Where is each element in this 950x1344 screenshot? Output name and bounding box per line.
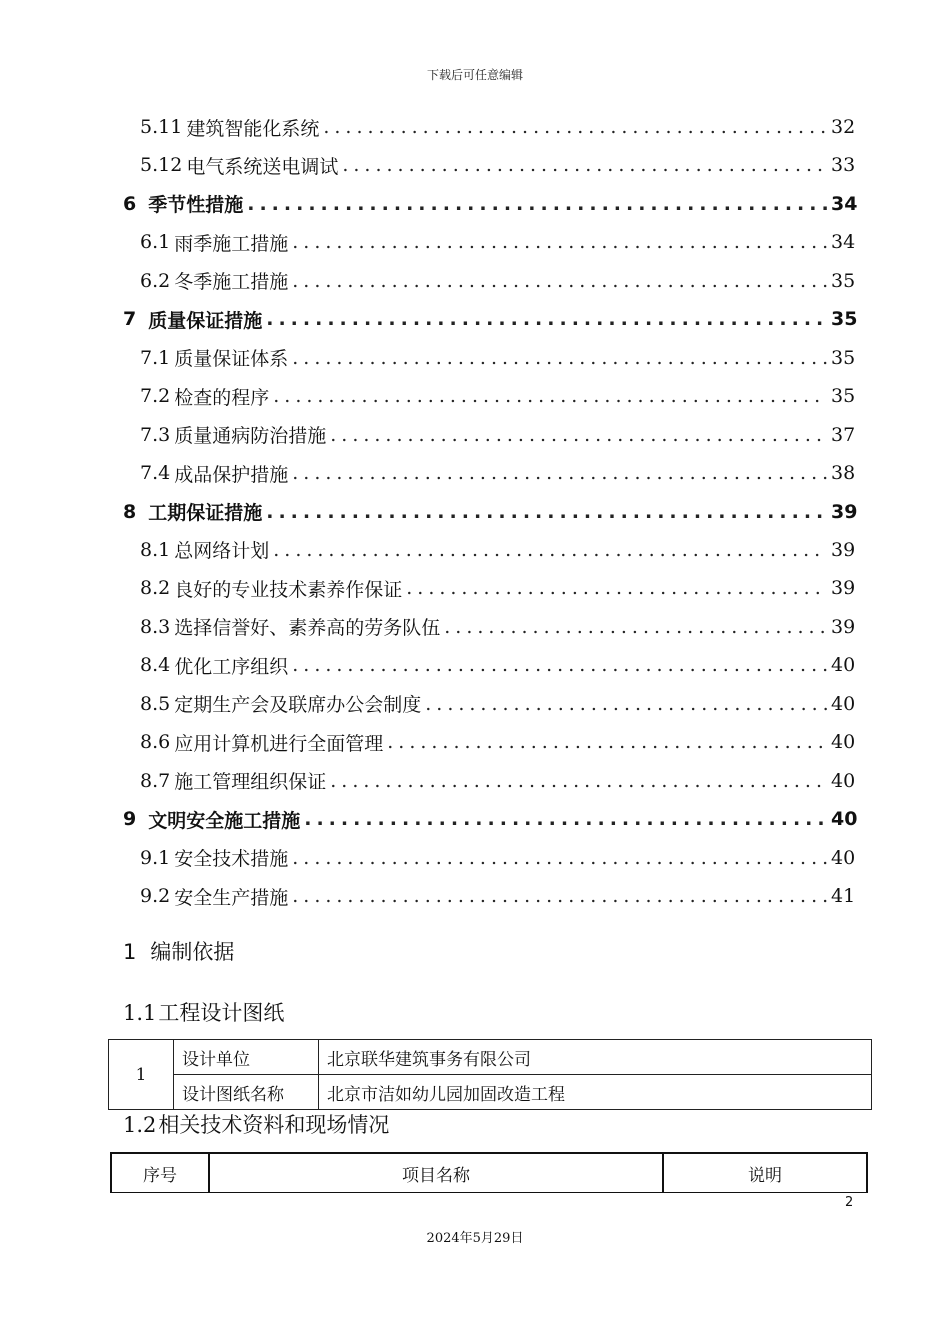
toc-entry-number: 8.1 bbox=[140, 538, 171, 561]
toc-entry-chapter[interactable] bbox=[123, 185, 858, 223]
row-index: 1 bbox=[109, 1040, 174, 1110]
toc-entry-section[interactable] bbox=[140, 531, 855, 569]
design-drawings-table bbox=[108, 1039, 872, 1110]
cell-value: 北京联华建筑事务有限公司 bbox=[319, 1040, 872, 1075]
toc-leader-dots bbox=[292, 347, 827, 369]
toc-entry-section[interactable] bbox=[140, 685, 855, 723]
toc-entry-number: 8.6 bbox=[140, 731, 171, 754]
cell-label: 设计图纸名称 bbox=[174, 1075, 319, 1110]
toc-entry-page: 34 bbox=[831, 231, 856, 254]
toc-leader-dots bbox=[292, 231, 827, 253]
toc-entry-number: 7.4 bbox=[140, 462, 171, 485]
toc-entry-section[interactable] bbox=[140, 569, 855, 607]
toc-entry-title: 安全技术措施 bbox=[174, 848, 289, 871]
toc-leader-dots bbox=[330, 770, 827, 792]
toc-entry-page: 39 bbox=[831, 500, 858, 523]
toc-entry-title: 优化工序组织 bbox=[174, 655, 289, 678]
toc-entry-number: 8.7 bbox=[140, 769, 171, 792]
toc-entry-number: 8 bbox=[123, 500, 137, 523]
toc-entry-title: 工期保证措施 bbox=[148, 502, 263, 524]
subsection-number: 1.2 bbox=[123, 1113, 157, 1137]
subsection-title: 相关技术资料和现场情况 bbox=[158, 1113, 390, 1137]
table-header-row bbox=[111, 1153, 867, 1193]
toc-entry-section[interactable] bbox=[140, 877, 855, 915]
toc-leader-dots bbox=[273, 539, 827, 561]
toc-leader-dots bbox=[292, 885, 827, 907]
toc-entry-section[interactable] bbox=[140, 762, 855, 800]
toc-entry-section[interactable] bbox=[140, 608, 855, 646]
toc-leader-dots bbox=[406, 577, 827, 599]
toc-leader-dots bbox=[273, 385, 827, 407]
toc-entry-number: 7.2 bbox=[140, 385, 171, 408]
toc-entry-section[interactable] bbox=[140, 416, 855, 454]
toc-entry-title: 质量通病防治措施 bbox=[174, 425, 327, 448]
toc-entry-page: 40 bbox=[831, 769, 856, 792]
toc-entry-title: 总网络计划 bbox=[174, 540, 270, 563]
toc-entry-section[interactable] bbox=[140, 262, 855, 300]
toc-entry-page: 35 bbox=[831, 269, 856, 292]
toc-entry-number: 6 bbox=[123, 192, 137, 215]
toc-entry-number: 7 bbox=[123, 308, 137, 331]
cell-value: 北京市洁如幼儿园加固改造工程 bbox=[319, 1075, 872, 1110]
toc-entry-number: 9.1 bbox=[140, 846, 171, 869]
toc-entry-section[interactable] bbox=[140, 646, 855, 684]
toc-entry-section[interactable] bbox=[140, 723, 855, 761]
subsection-number: 1.1 bbox=[123, 1001, 157, 1025]
toc-entry-page: 40 bbox=[831, 692, 856, 715]
column-header: 说明 bbox=[663, 1153, 867, 1193]
toc-entry-number: 8.3 bbox=[140, 615, 171, 638]
toc-entry-title: 良好的专业技术素养作保证 bbox=[174, 578, 403, 601]
toc-entry-title: 选择信誉好、素养高的劳务队伍 bbox=[174, 617, 441, 640]
header-note: 下载后可任意编辑 bbox=[426, 68, 523, 82]
toc-leader-dots bbox=[387, 731, 827, 753]
toc-entry-number: 7.3 bbox=[140, 423, 171, 446]
toc-entry-title: 雨季施工措施 bbox=[174, 232, 289, 255]
toc-leader-dots bbox=[292, 847, 827, 869]
toc-entry-page: 39 bbox=[831, 577, 856, 600]
table-row bbox=[109, 1040, 872, 1075]
toc-entry-section[interactable] bbox=[140, 454, 855, 492]
toc-entry-page: 38 bbox=[831, 462, 856, 485]
toc-entry-number: 8.2 bbox=[140, 577, 171, 600]
toc-entry-number: 9 bbox=[123, 808, 137, 831]
subsection-heading bbox=[123, 1109, 389, 1139]
technical-docs-table bbox=[110, 1152, 868, 1193]
toc-entry-page: 40 bbox=[831, 808, 858, 831]
toc-leader-dots bbox=[266, 501, 827, 523]
toc-entry-chapter[interactable] bbox=[123, 800, 858, 838]
toc-entry-title: 季节性措施 bbox=[148, 194, 244, 217]
toc-entry-title: 施工管理组织保证 bbox=[174, 771, 327, 794]
toc-entry-title: 定期生产会及联席办公会制度 bbox=[174, 694, 422, 717]
toc-entry-page: 39 bbox=[831, 615, 856, 638]
toc-entry-section[interactable] bbox=[140, 839, 855, 877]
section-heading bbox=[123, 936, 234, 966]
toc-entry-chapter[interactable] bbox=[123, 300, 858, 338]
toc-entry-number: 5.11 bbox=[140, 116, 183, 138]
toc-entry-page: 32 bbox=[831, 116, 856, 138]
toc-leader-dots bbox=[247, 193, 827, 215]
toc-entry-chapter[interactable] bbox=[123, 493, 858, 531]
toc-entry-title: 质量保证措施 bbox=[148, 309, 263, 332]
toc-entry-number: 6.1 bbox=[140, 231, 171, 254]
toc-entry-page: 39 bbox=[831, 538, 856, 561]
toc-entry-number: 9.2 bbox=[140, 885, 171, 907]
toc-entry-number: 8.5 bbox=[140, 692, 171, 715]
toc-entry-title: 成品保护措施 bbox=[174, 463, 289, 486]
toc-leader-dots bbox=[266, 308, 827, 330]
toc-entry-section[interactable] bbox=[140, 339, 855, 377]
section-number: 1 bbox=[123, 940, 137, 964]
subsection-heading bbox=[123, 997, 284, 1027]
toc-entry-page: 35 bbox=[831, 385, 856, 408]
toc-entry-title: 质量保证体系 bbox=[174, 348, 289, 371]
toc-entry-number: 5.12 bbox=[140, 154, 183, 177]
page-number: 2 bbox=[845, 1195, 854, 1210]
toc-entry-page: 37 bbox=[831, 423, 856, 446]
toc-entry-page: 34 bbox=[831, 192, 858, 215]
footer-date: 2024年5月29日 bbox=[426, 1231, 524, 1246]
toc-entry-number: 7.1 bbox=[140, 346, 171, 369]
table-row bbox=[109, 1075, 872, 1110]
cell-label: 设计单位 bbox=[174, 1040, 319, 1075]
toc-entry-title: 应用计算机进行全面管理 bbox=[174, 732, 384, 755]
toc-entry-page: 40 bbox=[831, 731, 856, 754]
toc-entry-section[interactable] bbox=[140, 377, 855, 415]
toc-entry-number: 6.2 bbox=[140, 269, 171, 292]
toc-leader-dots bbox=[292, 270, 827, 292]
toc-entry-section[interactable] bbox=[140, 108, 855, 146]
toc-entry-section[interactable] bbox=[140, 223, 855, 261]
toc-entry-title: 检查的程序 bbox=[174, 386, 270, 409]
toc-entry-title: 建筑智能化系统 bbox=[186, 117, 320, 140]
toc-leader-dots bbox=[323, 116, 827, 138]
toc-entry-page: 35 bbox=[831, 346, 856, 369]
toc-entry-section[interactable] bbox=[140, 146, 855, 184]
toc-leader-dots bbox=[292, 654, 827, 676]
toc-entry-page: 33 bbox=[831, 154, 856, 177]
toc-leader-dots bbox=[292, 462, 827, 484]
column-header: 项目名称 bbox=[209, 1153, 663, 1193]
toc-leader-dots bbox=[304, 808, 827, 830]
toc-entry-page: 40 bbox=[831, 846, 856, 869]
toc-entry-page: 35 bbox=[831, 308, 858, 331]
toc-entry-title: 冬季施工措施 bbox=[174, 271, 289, 294]
toc-leader-dots bbox=[330, 424, 827, 446]
toc-entry-title: 文明安全施工措施 bbox=[148, 809, 301, 832]
subsection-title: 工程设计图纸 bbox=[158, 1001, 285, 1025]
toc-leader-dots bbox=[425, 693, 827, 715]
toc-entry-title: 安全生产措施 bbox=[174, 886, 289, 909]
toc-entry-page: 41 bbox=[831, 885, 856, 907]
toc-entry-page: 40 bbox=[831, 654, 856, 677]
toc-leader-dots bbox=[342, 154, 827, 176]
toc-leader-dots bbox=[444, 616, 827, 638]
section-title: 编制依据 bbox=[150, 940, 235, 964]
toc-entry-title: 电气系统送电调试 bbox=[186, 155, 339, 178]
column-header: 序号 bbox=[111, 1153, 209, 1193]
toc-entry-number: 8.4 bbox=[140, 654, 171, 677]
